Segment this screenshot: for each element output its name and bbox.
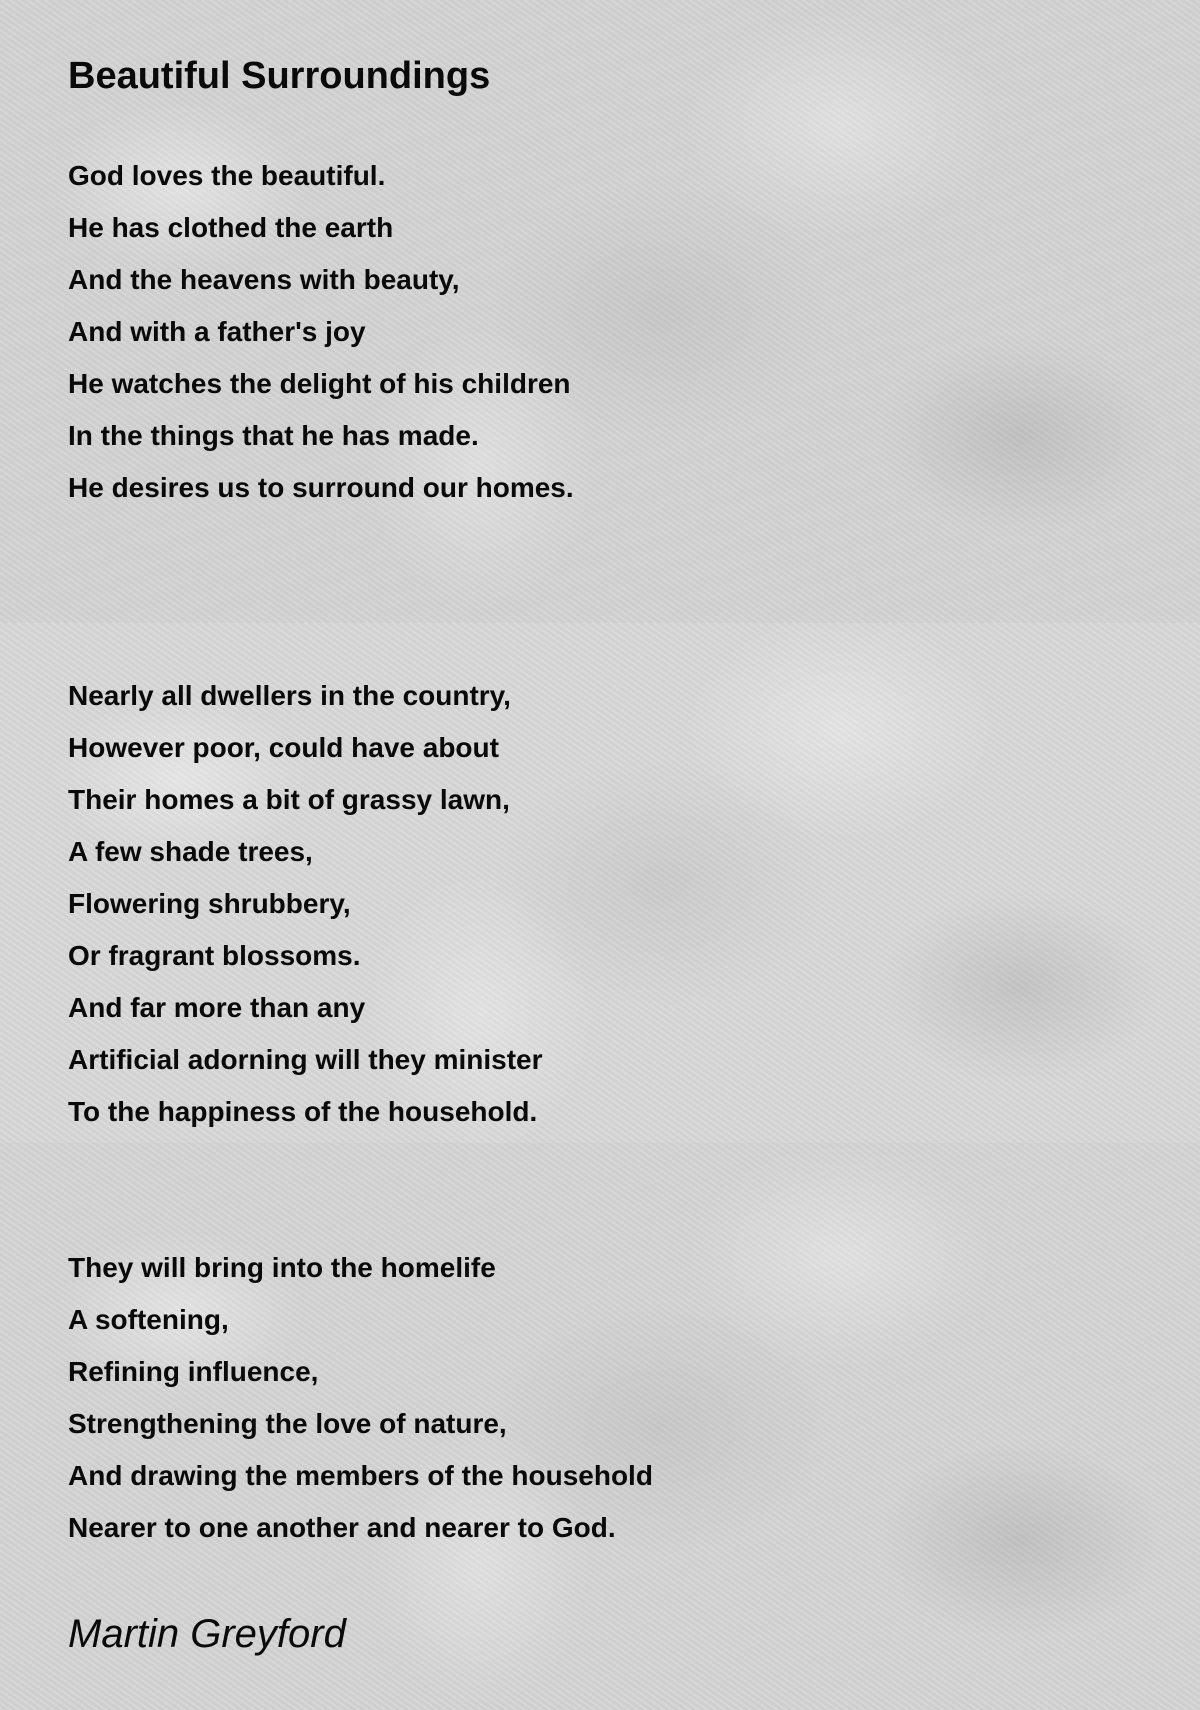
poem-line: Nearer to one another and nearer to God. <box>68 1512 616 1543</box>
poem-line: And drawing the members of the household <box>68 1460 653 1491</box>
poem-line: Their homes a bit of grassy lawn, <box>68 784 510 815</box>
poem-author: Martin Greyford <box>68 1612 346 1656</box>
stanza-3 <box>68 1242 653 1554</box>
poem-line: A softening, <box>68 1304 229 1335</box>
poem-line: He watches the delight of his children <box>68 368 571 399</box>
poem-line: They will bring into the homelife <box>68 1252 496 1283</box>
poem-line: He has clothed the earth <box>68 212 394 243</box>
poem-line: Nearly all dwellers in the country, <box>68 680 511 711</box>
poem-line: And the heavens with beauty, <box>68 264 460 295</box>
poem-line: In the things that he has made. <box>68 420 479 451</box>
poem-line: Refining influence, <box>68 1356 319 1387</box>
poem-title: Beautiful Surroundings <box>68 55 491 97</box>
poem-line: To the happiness of the household. <box>68 1096 538 1127</box>
poem-line: God loves the beautiful. <box>68 160 386 191</box>
poem-line: Or fragrant blossoms. <box>68 940 361 971</box>
poem-line: And far more than any <box>68 992 366 1023</box>
stanza-1 <box>68 150 574 514</box>
poem-line: However poor, could have about <box>68 732 499 763</box>
poem-line: Flowering shrubbery, <box>68 888 351 919</box>
poem-line: And with a father's joy <box>68 316 366 347</box>
poem-line: A few shade trees, <box>68 836 313 867</box>
poem-line: Artificial adorning will they minister <box>68 1044 543 1075</box>
stanza-2 <box>68 670 543 1138</box>
poem-line: Strengthening the love of nature, <box>68 1408 507 1439</box>
poem-line: He desires us to surround our homes. <box>68 472 574 503</box>
